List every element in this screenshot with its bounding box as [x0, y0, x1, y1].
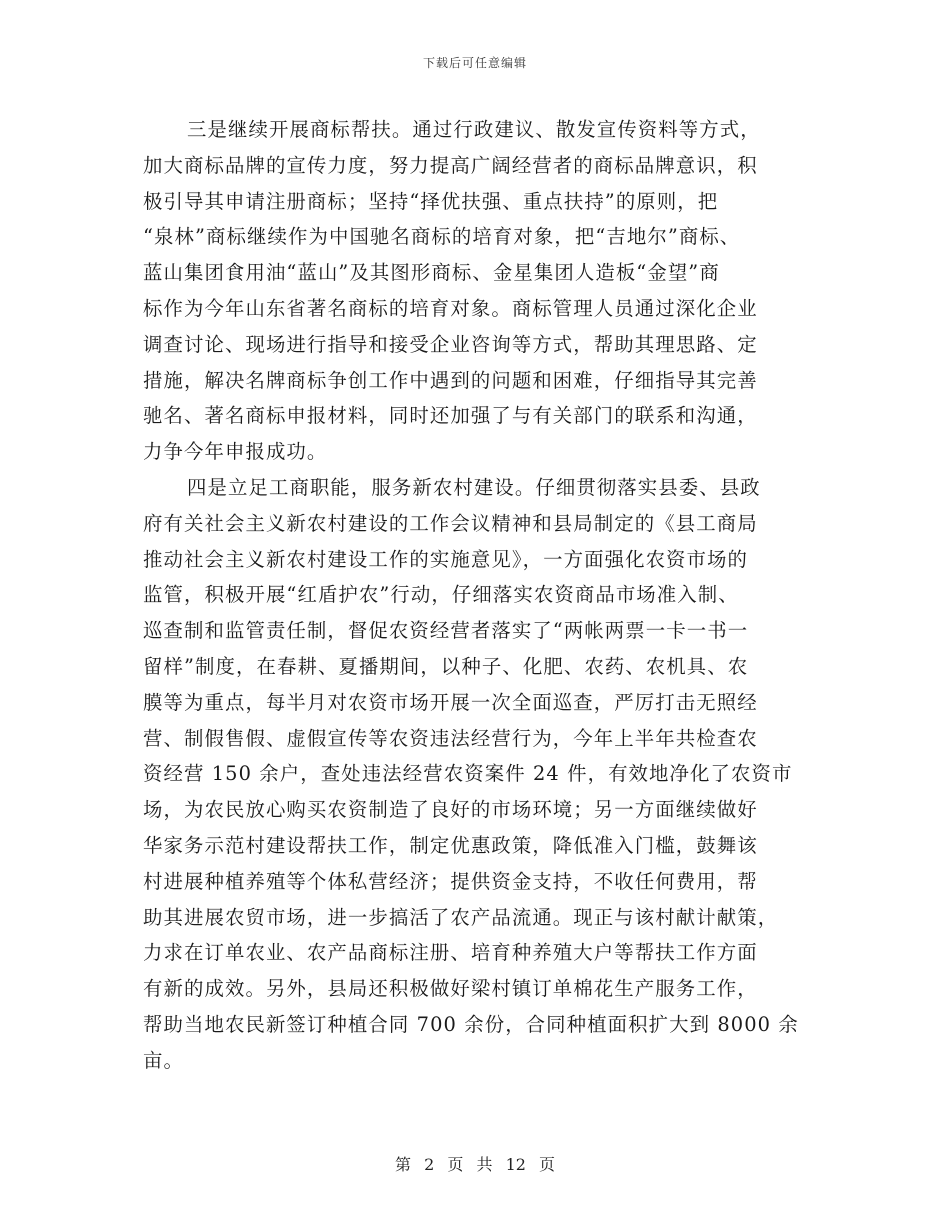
page-mid: 页 [447, 1155, 464, 1174]
paragraph-line: “泉林”商标继续作为中国驰名商标的培育对象，把“吉地尔”商标、 [143, 225, 741, 249]
paragraph-line: 驰名、著名商标申报材料，同时还加强了与有关部门的联系和沟通， [143, 404, 758, 428]
page-footer [0, 1152, 950, 1175]
paragraph-line: 蓝山集团食用油“蓝山”及其图形商标、金星集团人造板“金望”商 [143, 261, 720, 285]
paragraph-line: 力求在订单农业、农产品商标注册、培育种养殖大户等帮扶工作方面 [143, 941, 758, 965]
paragraph-line: 府有关社会主义新农村建设的工作会议精神和县局制定的《县工商局 [143, 511, 758, 535]
paragraph-line: 膜等为重点，每半月对农资市场开展一次全面巡查，严厉打击无照经 [143, 690, 758, 714]
paragraph-line: 华家务示范村建设帮扶工作，制定优惠政策，降低准入门槛，鼓舞该 [143, 833, 758, 857]
paragraph-line: 村进展种植养殖等个体私营经济；提供资金支持，不收任何费用，帮 [143, 869, 758, 893]
paragraph-line: 留样”制度，在春耕、夏播期间，以种子、化肥、农药、农机具、农 [143, 654, 749, 678]
total-prefix: 共 [476, 1155, 493, 1174]
paragraph-line: 助其进展农贸市场，进一步搞活了农产品流通。现正与该村献计献策， [143, 905, 779, 929]
paragraph-line: 营、制假售假、虚假宣传等农资违法经营行为，今年上半年共检查农 [143, 726, 758, 750]
paragraph-line: 三是继续开展商标帮扶。通过行政建议、散发宣传资料等方式， [187, 118, 761, 141]
paragraph-line: 四是立足工商职能，服务新农村建设。仔细贯彻落实县委、县政 [187, 475, 761, 499]
paragraph-rural-construction [143, 470, 813, 1079]
paragraph-line: 推动社会主义新农村建设工作的实施意见》，一方面强化农资市场的 [143, 547, 749, 571]
paragraph-line: 监管，积极开展“红盾护农”行动，仔细落实农资商品市场准入制、 [143, 583, 739, 607]
paragraph-line: 亩。 [143, 1048, 184, 1072]
paragraph-trademark-support [143, 112, 813, 470]
document-body [143, 112, 813, 1079]
paragraph-line: 场，为农民放心购买农资制造了良好的市场环境；另一方面继续做好 [143, 798, 758, 822]
paragraph-line: 巡查制和监管责任制，督促农资经营者落实了“两帐两票一卡一书一 [143, 619, 749, 643]
page-prefix: 第 [394, 1155, 411, 1174]
paragraph-line: 标作为今年山东省著名商标的培育对象。商标管理人员通过深化企业 [143, 296, 758, 320]
paragraph-line: 帮助当地农民新签订种植合同 700 余份，合同种植面积扩大到 8000 余 [143, 1012, 799, 1036]
total-pages: 12 [505, 1155, 526, 1174]
paragraph-line: 加大商标品牌的宣传力度，努力提高广阔经营者的商标品牌意识，积 [143, 153, 758, 177]
paragraph-line: 措施，解决名牌商标争创工作中遇到的问题和困难，仔细指导其完善 [143, 368, 758, 392]
paragraph-line: 有新的成效。另外，县局还积极做好梁村镇订单棉花生产服务工作， [143, 977, 758, 1001]
total-suffix: 页 [539, 1155, 556, 1174]
page-number: 2 [424, 1155, 435, 1174]
paragraph-line: 极引导其申请注册商标；坚持“择优扶强、重点扶持”的原则，把 [143, 189, 719, 213]
paragraph-line: 调查讨论、现场进行指导和接受企业咨询等方式，帮助其理思路、定 [143, 332, 758, 356]
paragraph-line: 力争今年申报成功。 [143, 440, 328, 464]
paragraph-line: 资经营 150 余户，查处违法经营农资案件 24 件，有效地净化了农资市 [143, 762, 793, 786]
page-header: 下载后可任意编辑 [422, 56, 527, 70]
